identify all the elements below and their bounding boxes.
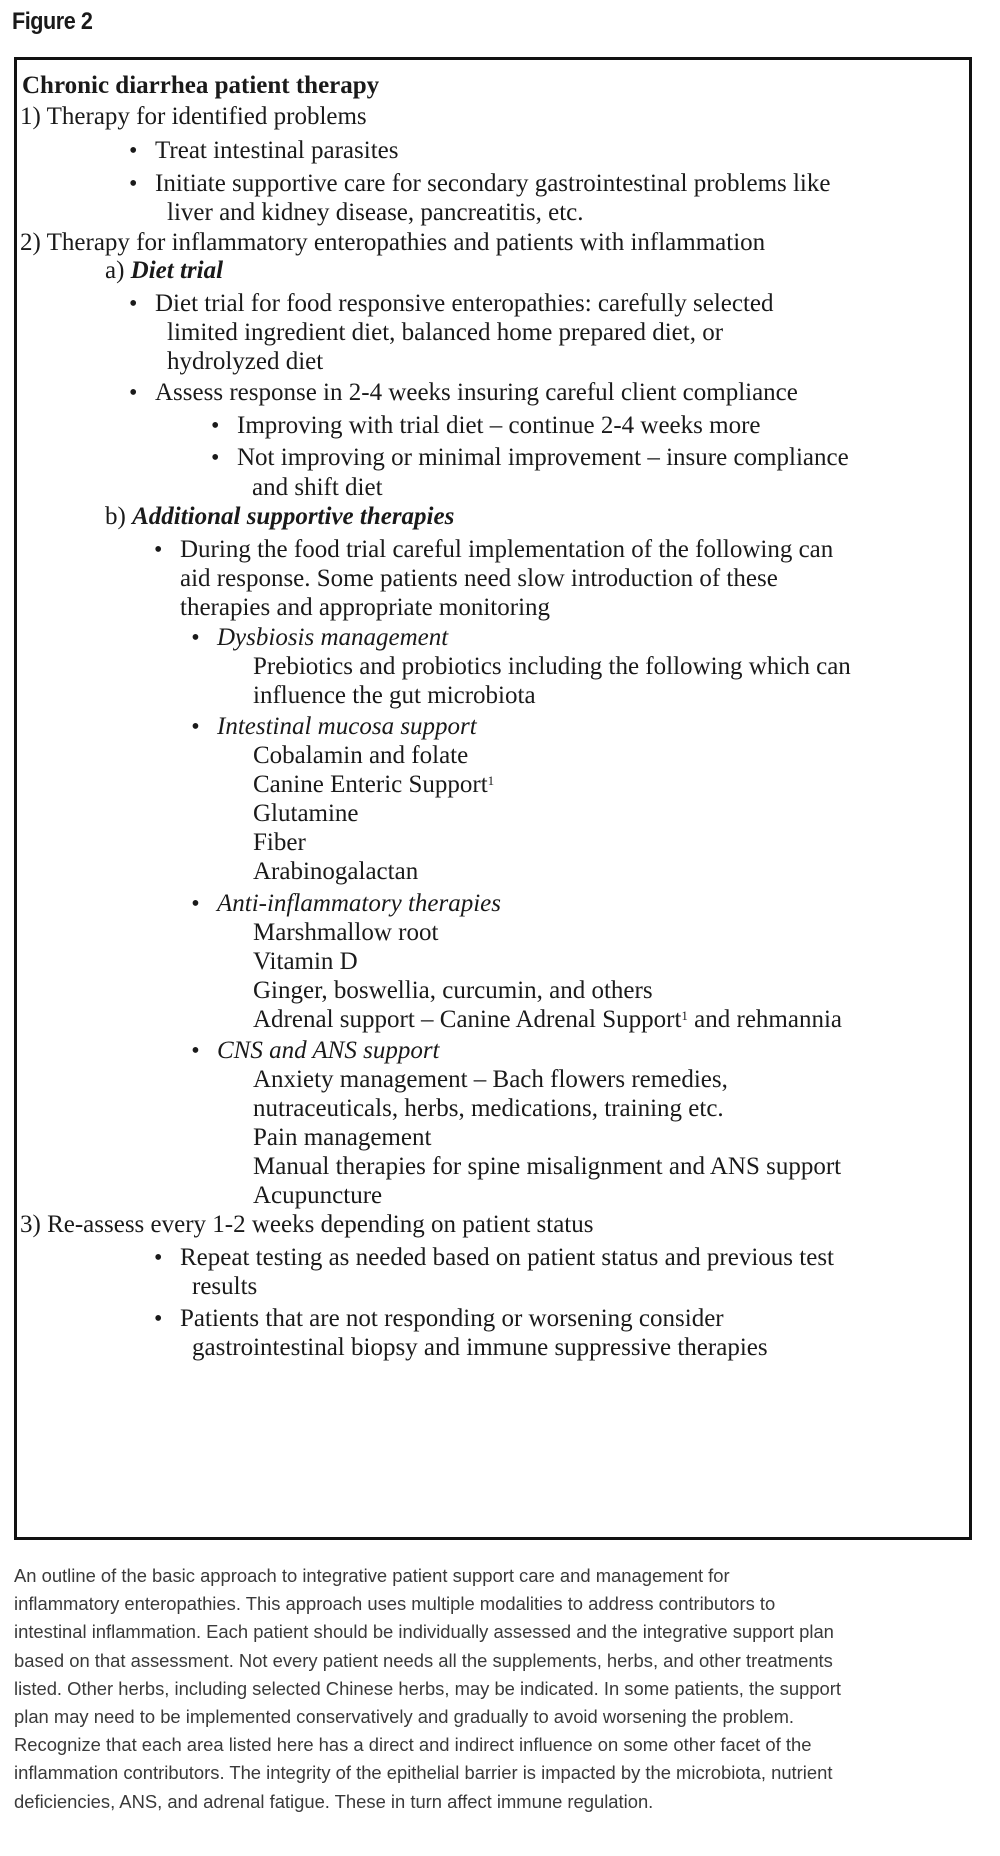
section1-bullet-2-cont: liver and kidney disease, pancreatitis, etc. [167,199,584,226]
figure-caption [14,1562,989,1816]
section3-heading: 3) Re-assess every 1-2 weeks depending on patient status [20,1211,594,1238]
supportive-intro-1: • During the food trial careful implementation of the following can [180,535,833,565]
supportive-intro-3: therapies and appropriate monitoring [180,594,551,621]
cns-ans-line-2: nutraceuticals, herbs, medications, training etc. [253,1095,724,1122]
diet-trial-subbullet-2-cont: and shift diet [252,474,383,501]
dysbiosis-line-2: influence the gut microbiota [253,682,536,709]
caption-line: plan may need to be implemented conservatively and gradually to avoid worsening the problem. [14,1706,795,1728]
diet-trial-title: Diet trial [130,257,224,284]
mucosa-line-2 [253,770,494,800]
antiinflammatory-line-1: Marshmallow root [253,919,439,946]
antiinflammatory-line-4 [253,1005,842,1035]
supportive-therapies-heading [105,502,454,532]
cns-ans-line-4: Manual therapies for spine misalignment and ANS support [253,1153,842,1180]
dysbiosis-line-1: Prebiotics and probiotics including the following which can [253,653,851,680]
caption-line: based on that assessment. Not every patient needs all the supplements, herbs, and other treatments [14,1649,833,1671]
section3-bullet-1-cont: results [192,1273,258,1300]
cns-ans-line-3: Pain management [253,1124,432,1151]
caption-line: inflammation contributors. The integrity of the epithelial barrier is impacted by the microbiota, nutrient [14,1762,833,1784]
mucosa-line-1: Cobalamin and folate [253,742,469,769]
antiinflammatory-line-2: Vitamin D [253,948,358,975]
mucosa-line-2-text: Canine Enteric Support [253,771,488,798]
caption-line: listed. Other herbs, including selected Chinese herbs, may be indicated. In some patients, the support [14,1677,842,1699]
section1-heading: 1) Therapy for identified problems [20,103,367,130]
diet-trial-heading [105,256,223,286]
section3-bullet-2: • Patients that are not responding or worsening consider [180,1304,724,1334]
diet-trial-line-2: limited ingredient diet, balanced home prepared diet, or [167,319,724,346]
mucosa-title: • Intestinal mucosa support [217,712,477,742]
mucosa-line-4: Fiber [253,829,306,856]
mucosa-line-5: Arabinogalactan [253,858,419,885]
diet-trial-subbullet-1: • Improving with trial diet – continue 2-4 weeks more [237,411,761,441]
supportive-intro-2: aid response. Some patients need slow introduction of these [180,565,778,592]
caption-line: deficiencies, ANS, and adrenal fatigue. These in turn affect immune regulation. [14,1790,654,1812]
diet-trial-line-1: • Diet trial for food responsive enteropathies: carefully selected [155,289,774,319]
antiinflammatory-footnote-mark: 1 [681,1008,688,1023]
section1-bullet-1: • Treat intestinal parasites [155,136,398,166]
cns-ans-line-1: Anxiety management – Bach flowers remedies, [253,1066,728,1093]
cns-ans-title: • CNS and ANS support [217,1036,440,1066]
antiinflammatory-line-3: Ginger, boswellia, curcumin, and others [253,977,653,1004]
diet-trial-line-3: hydrolyzed diet [167,348,324,375]
caption-line: An outline of the basic approach to integrative patient support care and management for [14,1565,730,1586]
diet-trial-prefix: a) [105,257,131,284]
section3-bullet-2-cont: gastrointestinal biopsy and immune suppressive therapies [192,1334,768,1361]
section1-bullet-2: • Initiate supportive care for secondary gastrointestinal problems like [155,169,830,199]
section2-heading: 2) Therapy for inflammatory enteropathies and patients with inflammation [20,229,766,256]
section3-bullet-1: • Repeat testing as needed based on patient status and previous test [180,1243,834,1273]
therapy-outline-box [14,57,972,1540]
mucosa-line-3: Glutamine [253,800,359,827]
antiinflammatory-line-4-text: Adrenal support – Canine Adrenal Support [253,1006,682,1033]
box-title: Chronic diarrhea patient therapy [22,72,380,99]
diet-trial-line-4: • Assess response in 2-4 weeks insuring careful client compliance [155,378,798,408]
caption-line: inflammatory enteropathies. This approach uses multiple modalities to address contributors to [14,1593,776,1615]
caption-line: intestinal inflammation. Each patient should be individually assessed and the integrative support plan [14,1621,834,1643]
supportive-prefix: b) [105,503,133,530]
caption-line: Recognize that each area listed here has a direct and indirect influence on some other facet of the [14,1734,812,1756]
antiinflammatory-line-4-tail: and rehmannia [687,1006,843,1033]
supportive-title: Additional supportive therapies [132,503,455,530]
diet-trial-subbullet-2: • Not improving or minimal improvement – insure compliance [237,443,849,473]
cns-ans-line-5: Acupuncture [253,1182,383,1209]
dysbiosis-title: • Dysbiosis management [217,623,448,653]
figure-label: Figure 2 [12,8,93,35]
mucosa-footnote-mark: 1 [487,773,495,788]
antiinflammatory-title: • Anti-inflammatory therapies [217,889,501,919]
